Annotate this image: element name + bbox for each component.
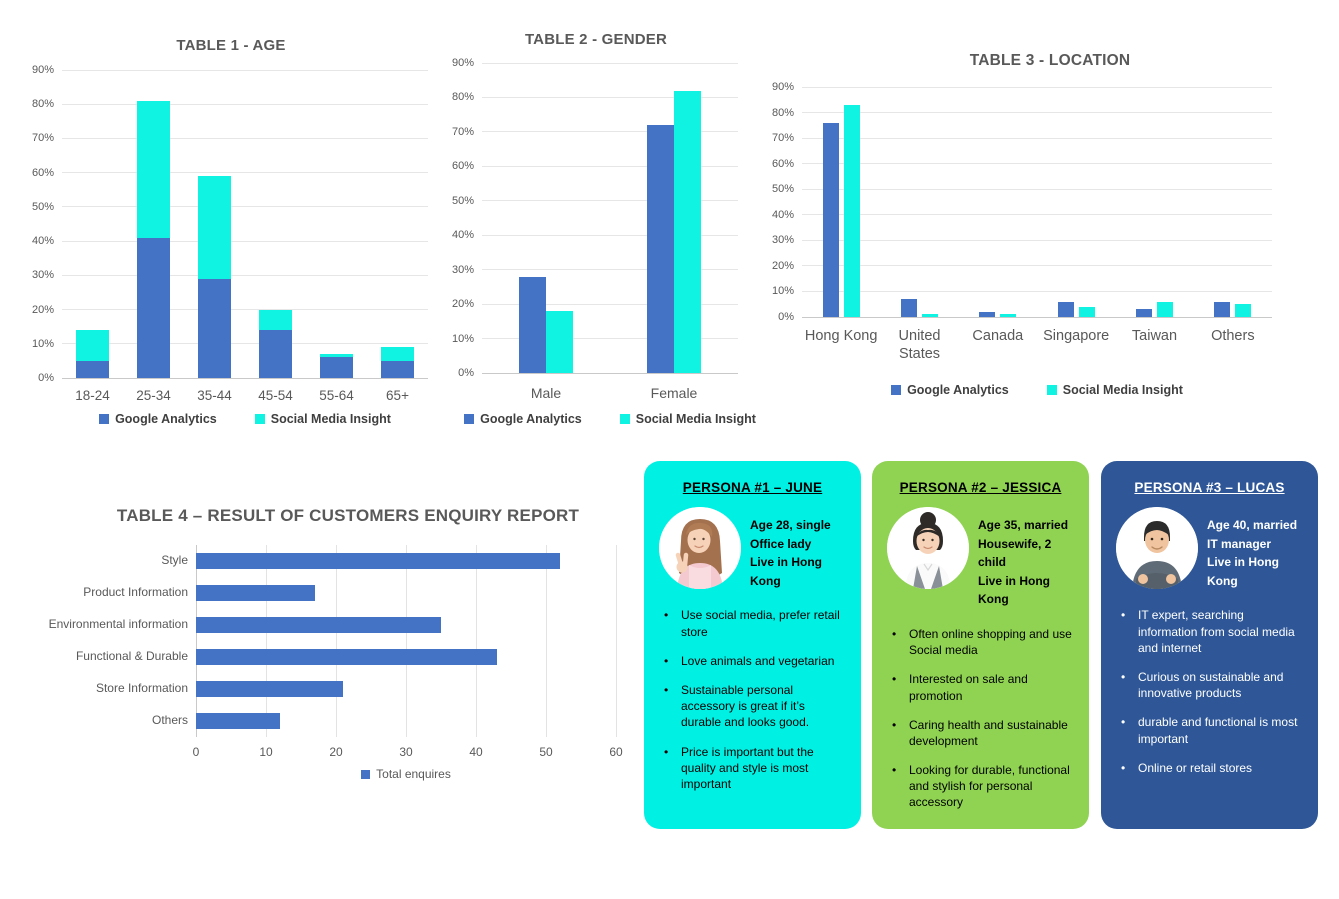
bar (979, 312, 995, 317)
legend-label: Google Analytics (115, 412, 217, 426)
x-axis-category-label: Female (650, 385, 698, 401)
bar (1000, 314, 1016, 317)
bar-segment (198, 279, 231, 378)
persona-card-june (644, 461, 861, 829)
legend-item (464, 412, 582, 426)
y-axis-label: 60% (771, 157, 794, 170)
bar (922, 314, 938, 317)
bar (1235, 304, 1251, 317)
bar (844, 105, 860, 317)
woman-peace-sign-avatar (659, 507, 741, 589)
y-axis-label: 10% (451, 332, 474, 345)
persona-photo-june (659, 507, 741, 589)
gridline (336, 545, 337, 737)
gridline (802, 87, 1272, 88)
x-axis-tick-label: 50 (539, 745, 553, 759)
persona-header (887, 507, 1074, 609)
chart-title: TABLE 1 - AGE (176, 37, 286, 54)
y-axis-label: 0% (38, 372, 54, 384)
gridline (62, 138, 428, 139)
persona-profile-line: Live in Hong Kong (1207, 555, 1279, 588)
legend-swatch (464, 414, 474, 424)
x-axis-category-label: 55-64 (319, 388, 354, 403)
persona-bullets (887, 626, 1074, 811)
y-axis-label: 60% (451, 160, 474, 173)
bar-segment (198, 176, 231, 279)
bar-segment (76, 361, 109, 378)
x-axis-category-label: Hong Kong (804, 328, 878, 344)
bar (1157, 302, 1173, 317)
bar (196, 713, 280, 729)
chart-table3-location (762, 46, 1338, 404)
y-axis-category-label: Style (161, 553, 188, 567)
man-grey-tee-avatar (1116, 507, 1198, 589)
bar-segment (259, 310, 292, 331)
persona-profile (750, 507, 846, 590)
persona-bullets (1116, 607, 1303, 776)
y-axis-label: 20% (771, 259, 794, 272)
bar (196, 585, 315, 601)
chart-table2-gender (450, 20, 756, 438)
persona-bullet: • IT expert, searching information from social media and internet (1116, 607, 1303, 656)
chart-legend (196, 767, 616, 781)
gridline (616, 545, 617, 737)
y-axis-category-label: Functional & Durable (75, 649, 188, 663)
gridline (802, 112, 1272, 113)
legend-label: Social Media Insight (270, 412, 391, 426)
y-axis-label: 90% (771, 81, 794, 93)
y-axis-category-label: Environmental information (48, 617, 188, 631)
gridline (802, 189, 1272, 190)
persona-profile-line: Housewife, 2 child (978, 536, 1052, 570)
legend-item (99, 412, 217, 426)
persona-bullet: • Love animals and vegetarian (659, 653, 846, 669)
y-axis-label: 30% (31, 269, 54, 282)
y-axis-label: 40% (771, 208, 794, 221)
legend-swatch (620, 414, 630, 424)
y-axis-label: 0% (458, 367, 474, 379)
gridline (196, 545, 197, 737)
legend-label: Google Analytics (907, 383, 1009, 397)
y-axis-label: 30% (771, 234, 794, 247)
x-axis-category-label: 35-44 (197, 388, 232, 403)
bar (546, 311, 573, 373)
persona-profile-line: Office lady (750, 536, 812, 551)
x-axis-category-label: 25-34 (136, 388, 171, 403)
gridline (802, 291, 1272, 292)
persona-photo-jessica (887, 507, 969, 589)
x-axis-category-label: Taiwan (1131, 328, 1178, 344)
bar-segment (259, 330, 292, 378)
x-axis-tick-label: 20 (329, 745, 343, 759)
y-axis-label: 20% (451, 298, 474, 311)
x-axis-category-label: United States (898, 328, 941, 363)
bar-segment (320, 354, 353, 357)
gridline (62, 172, 428, 173)
persona-header (1116, 507, 1303, 590)
gridline (406, 545, 407, 737)
gridline (802, 317, 1272, 318)
y-axis-label: 40% (31, 235, 54, 248)
persona-title: PERSONA #1 – JUNE (682, 480, 823, 495)
gridline (802, 163, 1272, 164)
y-axis-label: 20% (31, 303, 54, 316)
gridline (62, 206, 428, 207)
gridline (482, 63, 738, 64)
chart-title: TABLE 3 - LOCATION (969, 52, 1131, 69)
y-axis-label: 80% (31, 98, 54, 111)
y-axis-label: 50% (771, 183, 794, 196)
persona-card-jessica (872, 461, 1089, 829)
y-axis-label: 60% (31, 166, 54, 179)
y-axis-label: 80% (451, 91, 474, 104)
persona-bullet: • Price is important but the quality and style is most important (659, 744, 846, 793)
persona-header (659, 507, 846, 590)
legend-swatch (361, 770, 370, 779)
chart-title: TABLE 4 – RESULT OF CUSTOMERS ENQUIRY REPORT (116, 506, 580, 525)
x-axis-tick-label: 0 (192, 745, 200, 759)
legend-swatch (255, 414, 265, 424)
y-axis-category-label: Product Information (83, 585, 188, 599)
persona-profile (1207, 507, 1303, 590)
bar-segment (137, 238, 170, 378)
chart-table1-age (28, 26, 434, 440)
gridline (802, 240, 1272, 241)
x-axis-category-label: Male (530, 385, 562, 401)
y-axis-category-label: Others (151, 713, 188, 727)
persona-title: PERSONA #3 – LUCAS (1134, 480, 1285, 495)
persona-photo-lucas (1116, 507, 1198, 589)
gridline (802, 138, 1272, 139)
persona-profile-line: Age 40, married (1207, 518, 1298, 532)
bar-segment (137, 101, 170, 238)
x-axis-category-label: 65+ (386, 388, 409, 403)
persona-title: PERSONA #2 – JESSICA (899, 480, 1062, 495)
x-axis-category-label: Canada (972, 328, 1024, 344)
persona-profile-line: Age 35, married (978, 518, 1069, 532)
y-axis-label: 70% (31, 132, 54, 145)
persona-profile-line: IT manager (1207, 536, 1272, 551)
y-axis-label: 70% (771, 132, 794, 145)
legend-swatch (1047, 385, 1057, 395)
legend-swatch (891, 385, 901, 395)
legend-label: Social Media Insight (1062, 383, 1183, 397)
x-axis-tick-label: 30 (399, 745, 413, 759)
bar (1214, 302, 1230, 317)
persona-card-lucas (1101, 461, 1318, 829)
bar-segment (381, 347, 414, 361)
persona-profile-line: Age 28, single (750, 518, 831, 532)
persona-bullet: • Caring health and sustainable development (887, 717, 1074, 749)
chart-title: TABLE 2 - GENDER (524, 31, 668, 48)
legend-item (620, 412, 756, 426)
persona-bullet: • Online or retail stores (1116, 760, 1303, 776)
x-axis-tick-label: 10 (259, 745, 273, 759)
x-axis-tick-label: 40 (469, 745, 483, 759)
woman-hair-bun-avatar (887, 507, 969, 589)
bar (196, 553, 560, 569)
persona-bullets (659, 607, 846, 792)
x-axis-category-label: Singapore (1043, 328, 1110, 344)
y-axis-label: 80% (771, 106, 794, 119)
legend-item (361, 767, 451, 781)
gridline (62, 378, 428, 379)
legend-label: Social Media Insight (635, 412, 756, 426)
y-axis-category-label: Store Information (95, 681, 188, 695)
y-axis-label: 90% (451, 57, 474, 69)
bar (823, 123, 839, 317)
y-axis-label: 0% (778, 311, 794, 323)
persona-bullet: • Often online shopping and use Social media (887, 626, 1074, 658)
y-axis-label: 10% (31, 337, 54, 350)
bar-segment (381, 361, 414, 378)
bar (196, 617, 441, 633)
x-axis-category-label: Others (1211, 328, 1255, 344)
legend-item (255, 412, 391, 426)
legend-label: Total enquires (376, 767, 451, 781)
chart-legend (62, 412, 428, 426)
gridline (802, 214, 1272, 215)
gridline (476, 545, 477, 737)
y-axis-label: 30% (451, 263, 474, 276)
bar (1079, 307, 1095, 317)
y-axis-label: 70% (451, 125, 474, 138)
y-axis-label: 10% (771, 285, 794, 298)
persona-bullet: • Use social media, prefer retail store (659, 607, 846, 639)
gridline (62, 343, 428, 344)
chart-legend (802, 383, 1272, 397)
bar (1136, 309, 1152, 317)
bar (901, 299, 917, 317)
gridline (62, 70, 428, 71)
persona-profile-line: Live in Hong Kong (750, 555, 822, 588)
persona-bullet: • Sustainable personal accessory is great if it’s durable and looks good. (659, 682, 846, 731)
bar-segment (320, 357, 353, 378)
persona-bullet: • durable and functional is most important (1116, 714, 1303, 746)
y-axis-label: 40% (451, 229, 474, 242)
gridline (62, 104, 428, 105)
gridline (62, 275, 428, 276)
gridline (62, 241, 428, 242)
gridline (802, 265, 1272, 266)
x-axis-category-label: 45-54 (258, 388, 293, 403)
chart-legend (480, 412, 756, 426)
legend-label: Google Analytics (480, 412, 582, 426)
bar (674, 91, 701, 373)
y-axis-label: 90% (31, 64, 54, 76)
gridline (62, 309, 428, 310)
chart-table4-enquiry (40, 496, 656, 796)
legend-item (891, 383, 1009, 397)
persona-profile (978, 507, 1074, 609)
bar (1058, 302, 1074, 317)
persona-profile-line: Live in Hong Kong (978, 573, 1050, 607)
x-axis-category-label: 18-24 (75, 388, 110, 403)
persona-bullet: • Looking for durable, functional and stylish for personal accessory (887, 762, 1074, 811)
persona-bullet: • Interested on sale and promotion (887, 671, 1074, 703)
y-axis-label: 50% (31, 200, 54, 213)
x-axis-tick-label: 60 (609, 745, 623, 759)
bar (196, 649, 497, 665)
bar (647, 125, 674, 373)
bar (519, 277, 546, 373)
gridline (546, 545, 547, 737)
legend-item (1047, 383, 1183, 397)
y-axis-label: 50% (451, 194, 474, 207)
bar (196, 681, 343, 697)
gridline (266, 545, 267, 737)
legend-swatch (99, 414, 109, 424)
persona-bullet: • Curious on sustainable and innovative products (1116, 669, 1303, 701)
bar-segment (76, 330, 109, 361)
